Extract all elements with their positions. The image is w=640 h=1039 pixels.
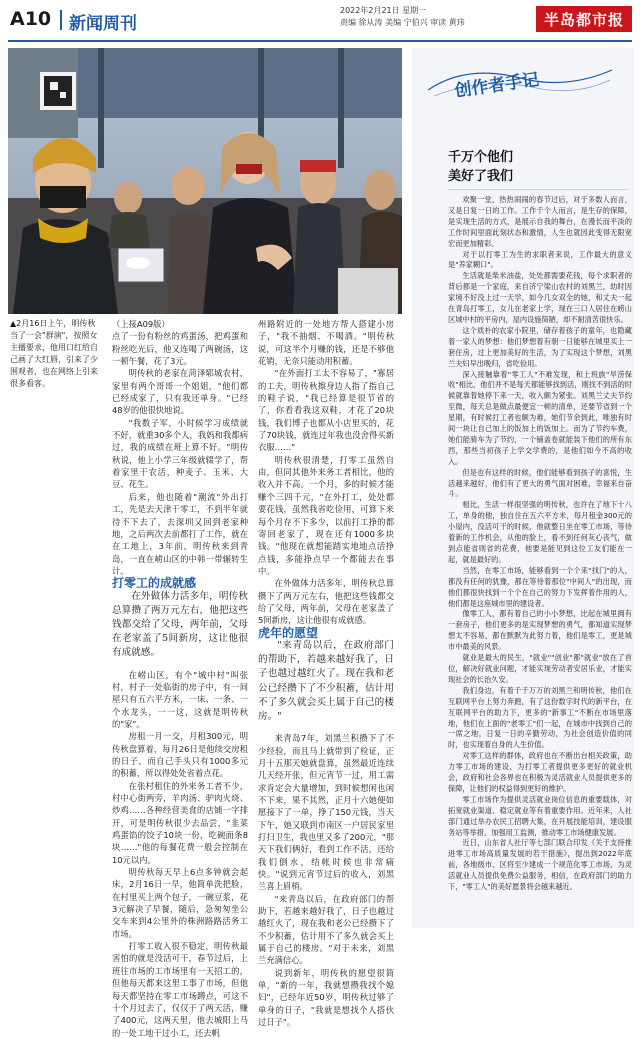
body-paragraph: 明传秋每天早上6点多钟就会起床，2月16日一早，他简单洗把脸，在村里买上两个包子，一碗豆浆，花3元解决了早餐，随后，急匆匆坐公交车来到4公里外的株洲路路活务工市场。 [112,867,248,939]
commentary-paragraph: 我们身边，有着千千万万的刘黑兰和明传秋，他们在互联网平台上努力奔跑，有了这份数字时代的新平台，在互联网平台的助力下，更多的"新事工"不断在市场里落地，他们在上面的"老零工"们一起，在城市中找到自己的一席之地，日复一日的辛勤劳动，为社会创造价值的同时，也实现着自身的人生价值。 [448,685,632,750]
body-paragraph: 明传秋的老家在菏泽郓城农村，家里有两个哥哥一个姐姐，"他们都已经成家了，只有我还单身。"已经48岁的他很快地说。 [112,368,248,416]
body-paragraph: 明传秋很清楚，打零工虽然自由，但同其他外来务工者相比，他的收入并不高。一个月，多的时候才能赚个三四千元，"在外打工，处处都要花钱，虽然我省吃俭用，可算下来每个月存不下多少，以前打工挣的都寄回老家了，现在还有1000多块钱。"他现在就想能踏实地地点活挣点钱，多能挣点早一个都能去在事中。 [258,454,394,576]
lead-paragraph: "来青岛以后，在政府部门的帮助下，若越来越好我了，日子也越过越红火了。现在我和老公已经攒下了不少积蓄，估计用不了多久就会买上属于自己的楼房。" [258,639,394,722]
body-paragraph: 在外做体力活多年，明传秋总算攒下了两万元左右，他把这些钱都交给了父母，两年前，父母在老家盖了5间新房，这让他很有成就感。 [258,578,394,626]
commentary-paragraph: 对零工这样的群体，政府也在不断出台相关政策，助力零工市场的建设，为打零工者提供更多更好的就业机会，政府和社会各界也在积极为灵活就业人员提供更多的保障，让他们的权益得到更好的维护。 [448,751,632,793]
body-paragraph: 来青岛7年，刘黑兰积攒下了不少经验，而且马上就带到了检证，正月十五那天她就盘算，虽然最近连续几天经开张，但元宵节一过，用工需求肯定会大量增加，到时候想闲也闲不下来，果不其然，正月十六她便如愿接下了一单，挣了150元钱，当天下午，她又联到市南区一户居民家里打扫卫生，我也里又多了200元，"那天下我们俩好，看到工作不活，还给我们倒水，结帐时候也非常痛快。"说到元宵节过后的收入，刘黑兰喜上眉梢。 [258,733,394,892]
commentary-title-line: 美好了我们 [448,169,514,184]
body-paragraph: "在外面打工太不容易了，"寡居的工夫，明传秋擦身边人指了指自己的鞋子说，"我已经算是很节省的了，你看看我这双鞋，才花了20块钱，我们博子也都从小店里买的，花了70块钱，就连过年我也没舍得买新衣服……" [258,368,394,453]
photo-caption: ▲2月16日上午，明传秋当了一会"群演"，按照女主播要求，他用口红给自己画了大红唇，引来了少围观者，也在网络上引来很多看客。 [10,319,98,388]
commentary-paragraph: 近日，山东省人社厅等七部门联合印发《关于支持推进零工市场高质量发展的若干措施》，提出到2022年底前，各地级市、区将至少建成一个规范化零工市场，为灵活就业人员提供免费公益服务，相信，在政府部门的助力下，"零工人"的美好愿景将会越来越近。 [448,838,632,892]
header-divider [60,10,62,30]
commentary-paragraph: 对于以打零工为生的求职者来说，工作最大的意义是"养家糊口"。 [448,249,632,270]
page-header [0,0,640,38]
commentary-body [448,195,632,893]
subheading: 虎年的愿望 [258,625,319,640]
body-paragraph: （上接A09版） [112,319,170,329]
commentary-paragraph: 但是也有这样的时候，他们能够看到孩子的喜悦，生活越来越好，他们有了更大的勇气面对困难，幸福来自奋斗。 [448,467,632,499]
commentary-divider [448,189,628,190]
header-rule [8,40,632,42]
body-paragraph: 在崂山区，有个"城中村"叫张村，村子一处临街的房子中，有一间屋只有五六平方米，一床、一条、一个水龙头，一一这，这就是明传秋的"家"。 [112,669,248,729]
article-column-2 [258,318,394,1028]
commentary-paragraph: 深入接触靠着"零工人"不难发现，和上班族"旱涝保收"相比，他们并不是每天都能够找到活，刚找不到活的时候就靠着她停下来一天，收入颇为紧张。刘黑兰丈夫节约至微，每天总是做点最便宜一顿的清单，还要节省到一个星期，有时候打工者也颇为难，她们节余到此，唯独有时间一块让自己加上的饭加上的饭加上。而为了节约车费，她们能骑车为了节约，一个铺盖卷就能装下他们的所有东西，那些当初孩子上学交学费的，是他们如今不高的收入。 [448,369,632,466]
commentary-paragraph: 像零工人，都有着自己的小小梦想，比起在城里拥有一套房子，他们更多的是实现梦想的勇气，都知道实现梦想太不容易，都在默默为此努力着，他们是零工，更是城市中最美的风景。 [448,609,632,652]
commentary-sidebar [412,48,634,928]
creator-notes-label: 创作者手记 [453,69,541,102]
commentary-paragraph: 零工市场作为提供灵活就业岗位信息的重要载体，对拓宽就业渠道、稳定就业等有着重要作用。近年来，人社部门通过举办农民工招聘大集，在开展技能培训，建设服务站等举措，加强用工监测，推动零工市场健康发展。 [448,794,632,837]
section-title: 新闻周刊 [69,14,137,34]
body-paragraph: 在张村租住的外来务工者不少，村中心街两旁，羊肉汤、驴肉火烧、炒鸡……各种经营美食的店铺一字排开，可是明传秋很少去品尝，"韭菜鸡蛋馅的饺子10块一份，吃碗面条8块……"他的每餐花费一般会控制在10元以内。 [112,780,248,865]
body-paragraph: 后来，他也随着"潮流"外出打工，先是去天津干零工，不到半年就待不下去了，去深圳又回到老家种地，之后两次去前都打了工作，就在在工地上，3年前，明传秋来到青岛，一直在崂山区的中韩一带辗转生计。 [112,491,248,576]
commentary-title [448,148,513,186]
commentary-paragraph: 当然，在零工市场，能够看到一个个来"找门"的人，都没有任何的犹豫，都在等待着那位"中间人"的出现，而他们都很快找到一个个在自己的努力下发挥着作用的人，他们都是这座城市里的建设者。 [448,565,632,608]
commentary-paragraph: 相比，生活一样很坚强的明传秋，也许在了地下十八工，单身的他，独自住在五六平方米，每月租金300元的小屋内，没活可干的时候，他就整日坐在零工市场，等待着新的工作机会，从他的脸上，看不到任何灰心丧气，做到点能省则省的花费，他要是能见到这位工友们能在一起，就是最好的。 [448,500,632,564]
header-meta [340,5,530,29]
commentary-title-line: 千万个他们 [448,150,514,165]
news-photo [8,48,402,314]
newspaper-logo: 半岛都市报 [536,6,632,32]
issue-date: 2022年2月21日 星期一 [340,6,427,15]
photo-illustration [8,48,402,314]
commentary-paragraph: 就业是最大的民生，"就业""创业"都"就业"放在了首位，解决好就业问题，才能实现劳动者安居乐业，才能实现社会的长治久安。 [448,653,632,684]
body-paragraph: 说到新年，明传秋的愿望很简单，"新的一年，我就想攒我找个媳妇"，已经年近50岁，明传秋过够了单身的日子，"我就是想找个人搭伙过日子"。 [258,967,394,1028]
body-paragraph: 点了一份有粉丝的鸡蛋汤，把鸡蛋和粉丝吃光后，他又连喝了两碗汤，这一顿午餐，花了3元。 [112,331,248,367]
commentary-paragraph: 欢聚一堂，热热闹闹的春节过后，对于多数人而言，又是日复一日的工作。工作千个人而言，是生存的保障，是实现生活的方式，是展示自我的舞台，在漫长而平淡的工作时间里面此刻状态和激情，人生也就因此变得无限宽宏而更加精彩。 [448,195,632,248]
body-paragraph: 州路附近的一处地方帮人搭建小房子，"我不抽烟、不喝酒。"明传秋说，可这半个月赚的钱，还是不够他花销，无奈只能动用积蓄。 [258,319,394,367]
creator-notes-banner [426,56,614,106]
staff-credits: 责编 徐从涛 美编 宁伯兴 审读 黄玮 [340,18,465,27]
body-paragraph: "我数子军，小时候学习成绩就不好，就重30多个人，我妈和我都病过，我的成绩在班上算不好。"明传秋说，他上小学三年级就辍学了，帮着家里干农活，种麦子、玉米、大豆、花生。 [112,417,248,490]
subheading: 打零工的成就感 [112,576,197,591]
lead-paragraph: 在外做体力活多年，明传秋总算攒了两万元左右，他把这些钱都交给了父母，两年前，父母在老家盖了5间新房，这让他很有成就感。 [112,590,248,659]
commentary-paragraph: 生活就是柴米油盐，处处都需要花钱，每个求职者的背后都是一个家庭，来自济宁梁山农村的刘黑兰，幼时因家境不好没上过一天学，如今几女双全的她，和丈夫一起在青岛打零工，女儿在老家上学，现在三口人居住在崂山区城中村的平房内，屋内设施简陋，却不耐清苦很快乐。 [448,271,632,324]
body-paragraph: "来青岛以后，在政府部门的帮助下，若越来越好我了，日子也越过越红火了，现在我和老公已经攒下了不少积蓄，估计用不了多久就会买上属于自己的楼房。"对于未来，刘黑兰充满信心。 [258,893,394,966]
commentary-paragraph: 这个质朴的农家小院里，储存着孩子的童年，也隐藏着一家人的梦想：他们梦想着有朝一日能够在城里买上一套住房，过上更加美好的生活，为了实现这个梦想，刘黑兰夫妇早出晚归，省吃俭用。 [448,325,632,368]
article-column-1 [112,318,248,1039]
body-paragraph: 房租一月一交，月租300元，明传秋盘算着，每月26日是他续交房租的日子，而自己手头只有1000多元的积蓄，所以得处处省着点花。 [112,731,248,779]
page-number: A10 [10,8,52,30]
body-paragraph: 打零工收入很不稳定，明传秋最害怕的就是没活可干，春节过后，上班往市场的工市场里有一天招工的，但他每天都来这里工事了市场，但他每天都坚持在零工市场蹲点，可这不十个月过去了，仅仅干了两天活，赚了400元，这两天里，他去城阳上马的一处工地干过小工，还去帆 [112,941,248,1038]
